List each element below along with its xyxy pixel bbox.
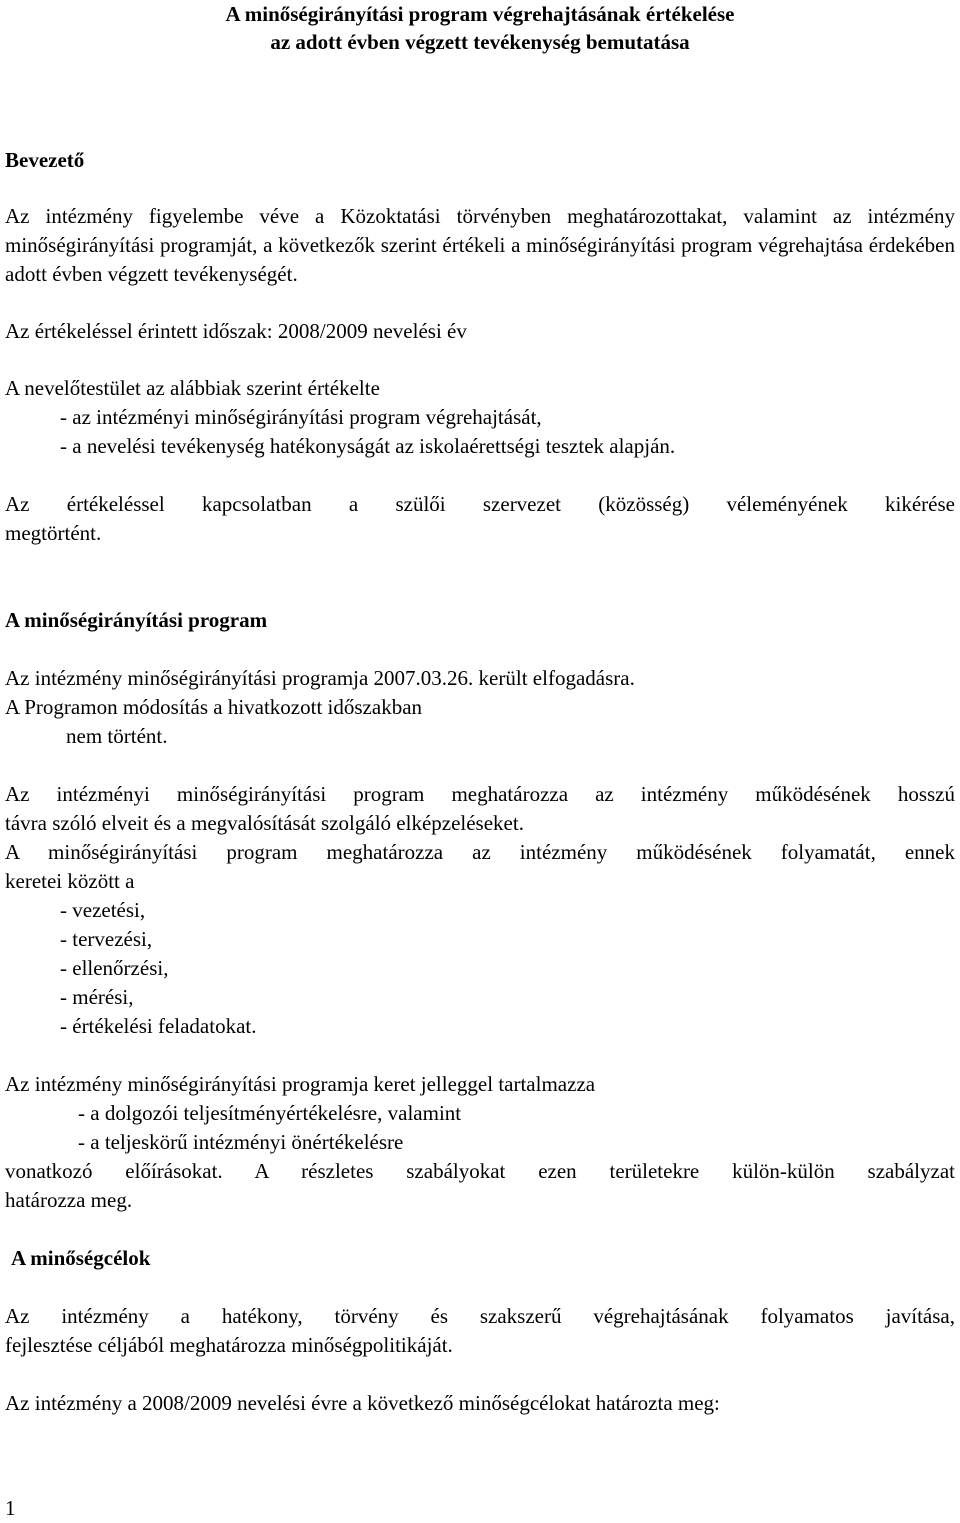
- page-number: 1: [5, 1496, 16, 1520]
- evaluation-period: Az értékeléssel érintett időszak: 2008/2009 nevelési év: [5, 319, 467, 343]
- document-title-line-2: az adott évben végzett tevékenység bemutatása: [270, 30, 690, 54]
- program-modification-line-2: nem történt.: [66, 724, 168, 748]
- staff-evaluation-item: - a nevelési tevékenység hatékonyságát az iskolaérettségi tesztek alapján.: [60, 434, 676, 458]
- process-item: - ellenőrzési,: [60, 956, 169, 980]
- staff-evaluation-intro: A nevelőtestület az alábbiak szerint értékelte: [5, 376, 380, 400]
- document-title-line-1: A minőségirányítási program végrehajtásának értékelése: [225, 2, 735, 26]
- rules-line-1: vonatkozó előírásokat. A részletes szabályokat ezen területekre külön-külön szabályzat: [5, 1159, 955, 1183]
- policy-line-2: fejlesztése céljából meghatározza minőségpolitikáját.: [5, 1333, 453, 1357]
- parent-opinion-line-1: Az értékeléssel kapcsolatban a szülői szervezet (közösség) véleményének kikérése: [5, 492, 955, 516]
- intro-paragraph: Az intézmény figyelembe véve a Közoktatási törvényben meghatározottakat, valamint az intézmény minőségirányítási programját, a következők szerint értékeli a minőségirányítási program végrehajtása érdekében adott évben végzett tevékenységét.: [5, 204, 955, 286]
- long-term-line-2: távra szóló elveit és a megvalósítását szolgáló elképzeléseket.: [5, 811, 524, 835]
- frame-item: - a dolgozói teljesítményértékelésre, valamint: [78, 1101, 462, 1125]
- process-item: - vezetési,: [60, 898, 146, 922]
- parent-opinion-line-2: megtörtént.: [5, 521, 102, 545]
- staff-evaluation-item: - az intézményi minőségirányítási program végrehajtását,: [60, 405, 542, 429]
- frame-item: - a teljeskörű intézményi önértékelésre: [78, 1130, 404, 1154]
- long-term-line-1: Az intézményi minőségirányítási program meghatározza az intézmény működésének hosszú: [5, 782, 955, 806]
- policy-line-1: Az intézmény a hatékony, törvény és szakszerű végrehajtásának folyamatos javítása,: [5, 1304, 955, 1328]
- program-accepted: Az intézmény minőségirányítási programja 2007.03.26. került elfogadásra.: [5, 666, 635, 690]
- section-heading-intro: Bevezető: [5, 148, 85, 172]
- process-line-2: keretei között a: [5, 869, 135, 893]
- process-item: - tervezési,: [60, 927, 153, 951]
- program-modification-line-1: A Programon módosítás a hivatkozott időszakban: [5, 695, 423, 719]
- frame-intro: Az intézmény minőségirányítási programja keret jelleggel tartalmazza: [5, 1072, 596, 1096]
- section-heading-program: A minőségirányítási program: [5, 608, 268, 632]
- process-item: - értékelési feladatokat.: [60, 1014, 257, 1038]
- rules-line-2: határozza meg.: [5, 1188, 133, 1212]
- process-item: - mérési,: [60, 985, 134, 1009]
- section-heading-goals: A minőségcélok: [11, 1246, 151, 1270]
- process-line-1: A minőségirányítási program meghatározza az intézmény működésének folyamatát, ennek: [5, 840, 955, 864]
- goals-intro: Az intézmény a 2008/2009 nevelési évre a következő minőségcélokat határozta meg:: [5, 1391, 720, 1415]
